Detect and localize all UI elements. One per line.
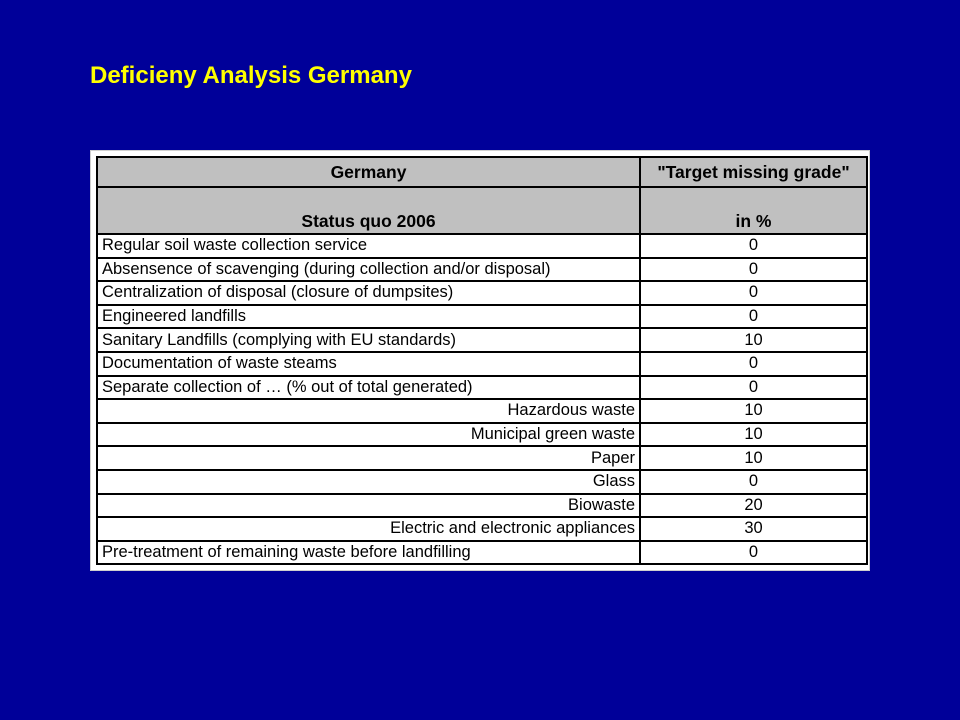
row-value: 0 [640,352,867,376]
table-row [97,281,867,305]
row-label: Municipal green waste [97,423,640,447]
row-label: Pre-treatment of remaining waste before landfilling [97,541,640,565]
row-label: Glass [97,470,640,494]
row-value: 10 [640,399,867,423]
row-value: 0 [640,470,867,494]
row-label: Centralization of disposal (closure of dumpsites) [97,281,640,305]
header-target-missing-grade: "Target missing grade" [640,157,867,187]
row-label: Biowaste [97,494,640,518]
slide-title: Deficieny Analysis Germany [90,62,412,89]
table-image-frame [90,150,870,571]
table-header-row [97,157,867,187]
row-value: 0 [640,281,867,305]
row-label: Electric and electronic appliances [97,517,640,541]
row-label: Hazardous waste [97,399,640,423]
table-row [97,541,867,565]
row-value: 10 [640,423,867,447]
row-value: 10 [640,446,867,470]
table-row [97,399,867,423]
table-row [97,352,867,376]
table-row [97,258,867,282]
row-label: Regular soil waste collection service [97,234,640,258]
row-value: 0 [640,258,867,282]
row-label: Separate collection of … (% out of total generated) [97,376,640,400]
table-row [97,305,867,329]
table-row [97,494,867,518]
header-country: Germany [97,157,640,187]
row-value: 30 [640,517,867,541]
row-label: Sanitary Landfills (complying with EU standards) [97,328,640,352]
table-row [97,328,867,352]
row-label: Paper [97,446,640,470]
row-value: 0 [640,541,867,565]
subheader-status-quo: Status quo 2006 [97,187,640,234]
table-row [97,517,867,541]
row-value: 20 [640,494,867,518]
row-label: Engineered landfills [97,305,640,329]
row-value: 0 [640,234,867,258]
table-row [97,376,867,400]
row-value: 0 [640,305,867,329]
row-label: Absensence of scavenging (during collection and/or disposal) [97,258,640,282]
row-value: 10 [640,328,867,352]
row-value: 0 [640,376,867,400]
table-subheader-row [97,187,867,234]
subheader-unit: in % [640,187,867,234]
table-row [97,234,867,258]
deficiency-table [96,156,868,565]
row-label: Documentation of waste steams [97,352,640,376]
table-row [97,446,867,470]
table-row [97,423,867,447]
table-row [97,470,867,494]
